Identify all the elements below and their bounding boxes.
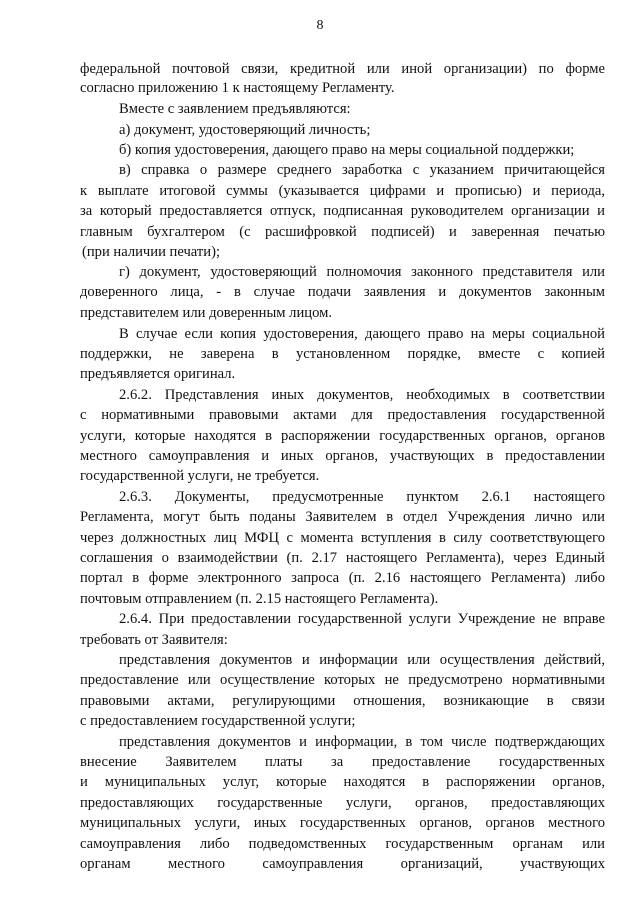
text-line: требовать от Заявителя: — [80, 632, 228, 648]
text-line: г) документ, удостоверяющий полномочия законного представителя или — [119, 264, 605, 280]
text-line: представителем или доверенным лицом. — [80, 305, 332, 321]
text-line: а) документ, удостоверяющий личность; — [119, 122, 371, 138]
text-line: муниципальных услуги, иных государственных органов, органов местного — [80, 815, 605, 831]
text-line: за который предоставляется отпуск, подписанная руководителем организации и — [80, 203, 605, 219]
text-line: с предоставлением государственной услуги; — [80, 713, 356, 729]
text-line: портал в форме электронного запроса (п. 2.16 настоящего Регламента) либо — [80, 570, 605, 586]
text-line: согласно приложению 1 к настоящему Регламенту. — [80, 80, 395, 96]
text-line: представления документов и информации, в том числе подтверждающих — [119, 734, 605, 750]
text-line: предъявляется оригинал. — [80, 366, 236, 382]
text-line: соглашения о взаимодействии (п. 2.17 настоящего Регламента), через Единый — [80, 550, 605, 566]
text-line: доверенного лица, - в случае подачи заявления и документов законным — [80, 284, 605, 300]
text-line: предоставление или осуществление которых не предусмотрено нормативными — [80, 672, 605, 688]
page-number: 8 — [316, 18, 324, 33]
text-line: государственной услуги, не требуется. — [80, 468, 320, 484]
text-line: местного самоуправления и иных органов, участвующих в предоставлении — [80, 448, 605, 464]
text-line: поддержки, не заверена в установленном порядке, вместе с копией — [80, 346, 605, 362]
text-line: главным бухгалтером (с расшифровкой подписей) и заверенная печатью — [80, 224, 605, 240]
text-line: через должностных лиц МФЦ с момента вступления в силу соответствующего — [80, 530, 605, 546]
text-line: внесение Заявителем платы за предоставление государственных — [80, 754, 605, 770]
text-line: федеральной почтовой связи, кредитной или иной организации) по форме — [80, 61, 605, 77]
text-line: и муниципальных услуг, которые находятся в распоряжении органов, — [80, 774, 605, 790]
text-line: с нормативными правовыми актами для предоставления государственной — [80, 407, 605, 423]
text-line: 2.6.3. Документы, предусмотренные пунктом 2.6.1 настоящего — [119, 489, 605, 505]
text-line: почтовым отправлением (п. 2.15 настоящего Регламента). — [80, 591, 439, 607]
text-line: представления документов и информации или осуществления действий, — [119, 652, 605, 668]
text-line: предоставляющих государственные услуги, органов, предоставляющих — [80, 795, 605, 811]
text-line: к выплате итоговой суммы (указывается цифрами и прописью) и периода, — [80, 183, 605, 199]
text-line: услуги, которые находятся в распоряжении государственных органов, органов — [80, 428, 605, 444]
text-line: в) справка о размере среднего заработка с указанием причитающейся — [119, 162, 605, 178]
text-line: самоуправления либо подведомственных государственным органам или — [80, 836, 605, 852]
text-line: В случае если копия удостоверения, дающего право на меры социальной — [119, 326, 605, 342]
text-line: органам местного самоуправления организаций, участвующих — [80, 856, 605, 872]
text-line: 2.6.2. Представления иных документов, необходимых в соответствии — [119, 387, 605, 403]
text-line: б) копия удостоверения, дающего право на меры социальной поддержки; — [119, 142, 575, 158]
text-line: (при наличии печати); — [82, 244, 221, 260]
text-line: правовыми актами, регулирующими отношения, возникающие в связи — [80, 693, 605, 709]
text-line: Регламента, могут быть поданы Заявителем в отдел Учреждения лично или — [80, 509, 605, 525]
text-line: Вместе с заявлением предъявляются: — [119, 101, 351, 117]
text-line: 2.6.4. При предоставлении государственной услуги Учреждение не вправе — [119, 611, 605, 627]
